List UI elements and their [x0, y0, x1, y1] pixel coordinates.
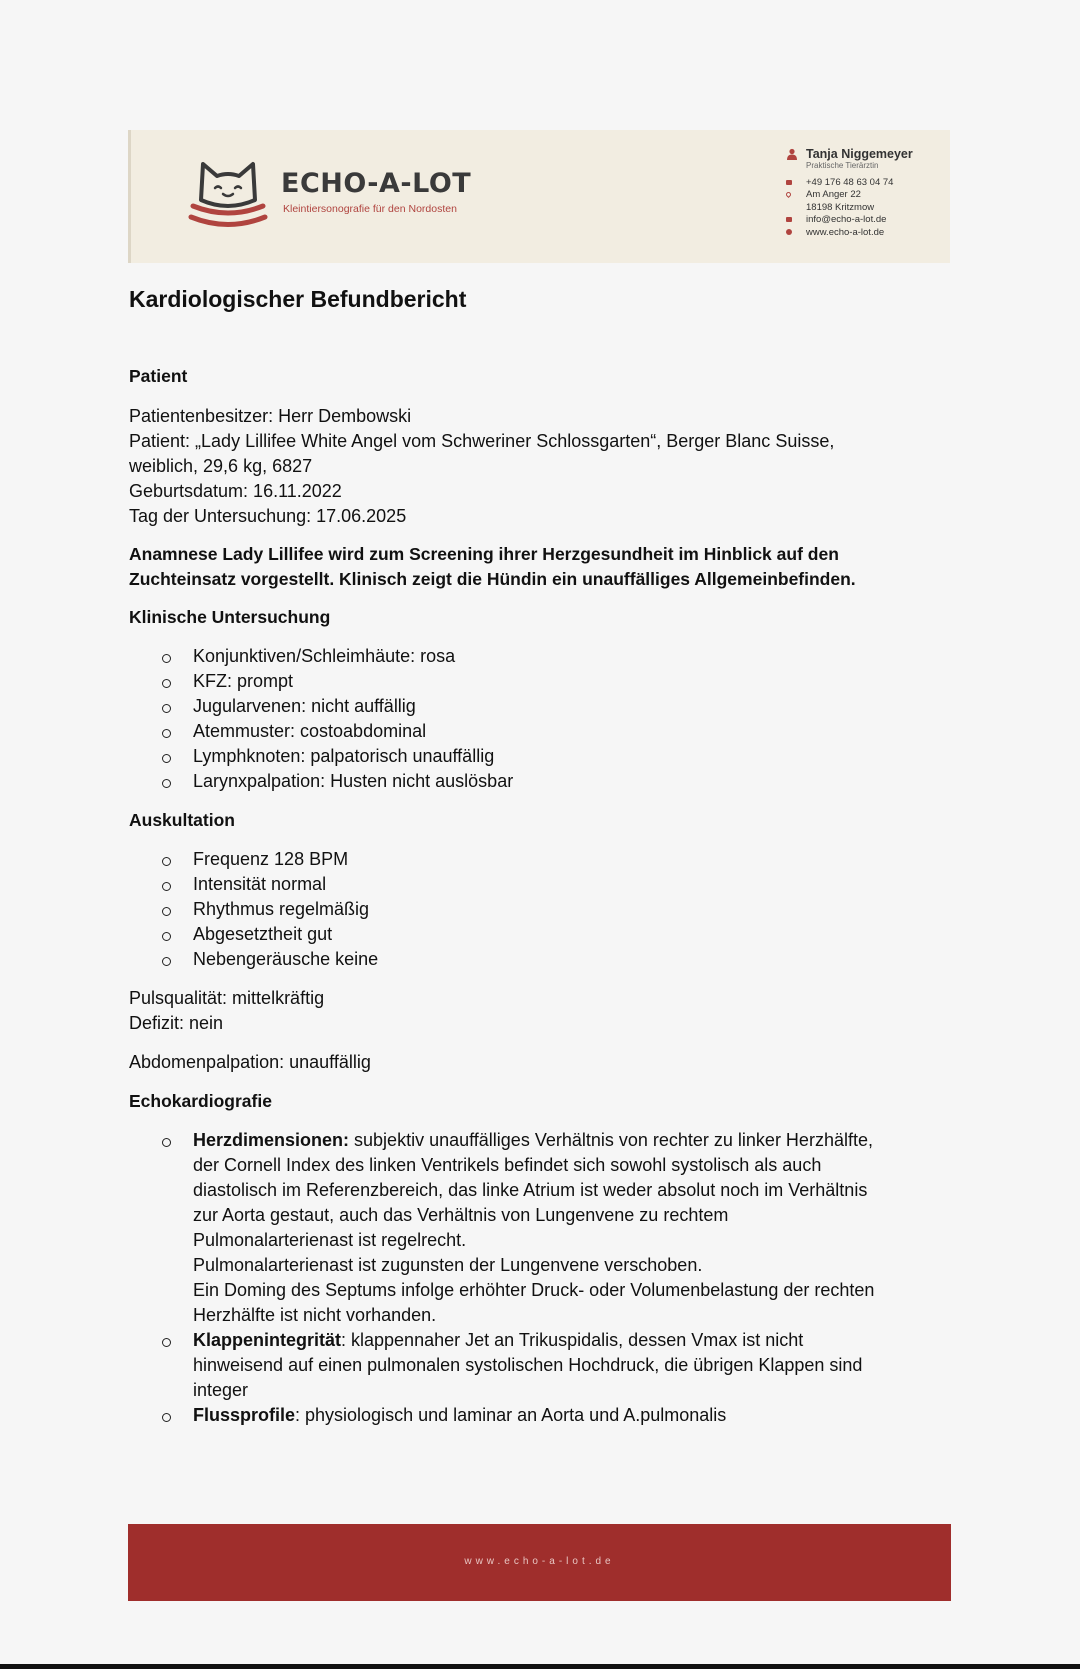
- patient-name-line1: Patient: „Lady Lillifee White Angel vom Schweriner Schlossgarten“, Berger Blanc Suisse,: [129, 431, 835, 451]
- contact-email: info@echo-a-lot.de: [806, 214, 887, 226]
- klappenintegritaet-text-1: : klappennaher Jet an Trikuspidalis, dessen Vmax ist nicht: [341, 1330, 804, 1350]
- klappenintegritaet-text-3: integer: [193, 1380, 249, 1400]
- herzdimensionen-text-3: diastolisch im Referenzbereich, das linke Atrium ist weder absolut noch im Verhältnis: [193, 1180, 868, 1200]
- patient-birthdate: Geburtsdatum: 16.11.2022: [129, 481, 342, 501]
- letterhead: [128, 130, 950, 263]
- brand-name: ECHO-A-LOT: [281, 168, 472, 199]
- contact-phone: +49 176 48 63 04 74: [806, 176, 894, 188]
- klinische-untersuchung-list: [129, 644, 959, 794]
- list-item: Konjunktiven/Schleimhäute: rosa: [129, 644, 959, 669]
- patient-exam-date: Tag der Untersuchung: 17.06.2025: [129, 506, 407, 526]
- contact-web: www.echo-a-lot.de: [806, 226, 885, 238]
- list-item: Lymphknoten: palpatorisch unauffällig: [129, 744, 959, 769]
- list-item: KFZ: prompt: [129, 669, 959, 694]
- patient-owner: Patientenbesitzer: Herr Dembowski: [129, 406, 412, 426]
- klinische-untersuchung-heading: Klinische Untersuchung: [129, 607, 331, 627]
- klappenintegritaet-label: Klappenintegrität: [193, 1330, 342, 1350]
- herzdimensionen-text-5: Pulmonalarterienast ist regelrecht.: [193, 1230, 467, 1250]
- contact-title: Praktische Tierärztin: [806, 161, 879, 170]
- anamnese-line2: Zuchteinsatz vorgestellt. Klinisch zeigt die Hündin ein unauffälliges Allgemeinbefinden.: [129, 569, 856, 589]
- list-item: Abgesetztheit gut: [129, 922, 959, 947]
- anamnese-line1: Anamnese Lady Lillifee wird zum Screening ihrer Herzgesundheit im Hinblick auf den: [129, 544, 839, 564]
- herzdimensionen-text-7: Ein Doming des Septums infolge erhöhter Druck- oder Volumenbelastung der rechten: [193, 1280, 875, 1300]
- patient-info: [129, 404, 959, 529]
- contact-name: Tanja Niggemeyer: [806, 147, 913, 161]
- list-item: Larynxpalpation: Husten nicht auslösbar: [129, 769, 959, 794]
- puls-quality: Pulsqualität: mittelkräftig: [129, 988, 325, 1008]
- list-item-klappenintegritaet: [129, 1328, 959, 1403]
- patient-name-line2: weiblich, 29,6 kg, 6827: [129, 456, 313, 476]
- auskultation-heading: Auskultation: [129, 810, 235, 830]
- list-item-herzdimensionen: [129, 1128, 959, 1328]
- brand-tagline: Kleintiersonografie für den Nordosten: [283, 203, 457, 215]
- flussprofile-text: : physiologisch und laminar an Aorta und A.pulmonalis: [295, 1405, 727, 1425]
- footer-url[interactable]: www.echo-a-lot.de: [464, 1556, 615, 1567]
- auskultation-list: [129, 847, 959, 972]
- contact-block: [786, 147, 951, 239]
- contact-name-row: [786, 147, 951, 161]
- patient-heading: Patient: [129, 366, 188, 386]
- contact-phone-row: [786, 176, 951, 189]
- list-item: Atemmuster: costoabdominal: [129, 719, 959, 744]
- puls-defizit: Defizit: nein: [129, 1013, 224, 1033]
- contact-city-row: [786, 201, 951, 214]
- phone-icon: [786, 180, 792, 185]
- echokardiografie-heading: Echokardiografie: [129, 1091, 272, 1111]
- page-title: Kardiologischer Befundbericht: [129, 286, 467, 312]
- person-icon: [786, 148, 798, 160]
- herzdimensionen-text-2: der Cornell Index des linken Ventrikels befindet sich sowohl systolisch als auch: [193, 1155, 822, 1175]
- bottom-edge-divider: [0, 1664, 1080, 1669]
- location-pin-icon: [785, 191, 792, 198]
- list-item-flussprofile: [129, 1403, 959, 1428]
- footer-bar: [128, 1524, 951, 1601]
- globe-icon: [786, 229, 792, 235]
- herzdimensionen-text-8: Herzhälfte ist nicht vorhanden.: [193, 1305, 437, 1325]
- contact-city: 18198 Kritzmow: [806, 201, 875, 213]
- herzdimensionen-label: Herzdimensionen:: [193, 1130, 350, 1150]
- list-item: Frequenz 128 BPM: [129, 847, 959, 872]
- cat-logo-icon: [187, 160, 269, 228]
- abdomen-palpation: Abdomenpalpation: unauffällig: [129, 1052, 371, 1072]
- echokardiografie-list: [129, 1128, 959, 1428]
- list-item: Nebengeräusche keine: [129, 947, 959, 972]
- herzdimensionen-text-1: subjektiv unauffälliges Verhältnis von rechter zu linker Herzhälfte,: [349, 1130, 873, 1150]
- herzdimensionen-text-4: zur Aorta gestaut, auch das Verhältnis von Lungenvene zu rechtem: [193, 1205, 729, 1225]
- list-item: Jugularvenen: nicht auffällig: [129, 694, 959, 719]
- flussprofile-label: Flussprofile: [193, 1405, 296, 1425]
- anamnese: [129, 542, 959, 592]
- contact-street: Am Anger 22: [806, 189, 861, 201]
- list-item: Rhythmus regelmäßig: [129, 897, 959, 922]
- herzdimensionen-text-6: Pulmonalarterienast ist zugunsten der Lungenvene verschoben.: [193, 1255, 703, 1275]
- contact-web-row: [786, 226, 951, 239]
- list-item: Intensität normal: [129, 872, 959, 897]
- puls-block: [129, 986, 959, 1036]
- contact-email-row: [786, 214, 951, 227]
- mail-icon: [786, 217, 792, 222]
- contact-street-row: [786, 189, 951, 202]
- klappenintegritaet-text-2: hinweisend auf einen pulmonalen systolischen Hochdruck, die übrigen Klappen sind: [193, 1355, 863, 1375]
